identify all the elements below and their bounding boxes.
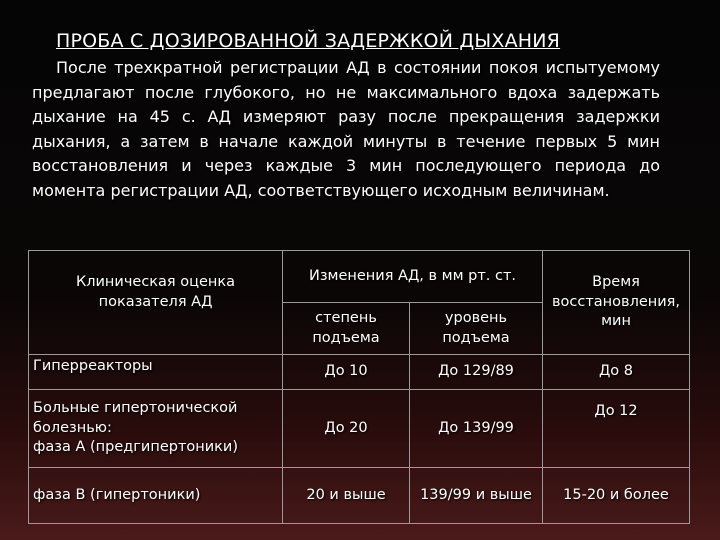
row-assessment: Гиперреакторы bbox=[29, 355, 283, 390]
row-assessment-line2: фаза А (предгипертоники) bbox=[33, 439, 239, 456]
row-degree: 20 и выше bbox=[283, 468, 410, 524]
row-level: 139/99 и выше bbox=[410, 468, 543, 524]
row-recovery: До 8 bbox=[543, 355, 690, 390]
blood-pressure-table bbox=[28, 250, 690, 524]
row-degree: До 10 bbox=[283, 355, 410, 390]
table-row bbox=[29, 468, 690, 524]
table-row bbox=[29, 390, 690, 468]
page-title: ПРОБА С ДОЗИРОВАННОЙ ЗАДЕРЖКОЙ ДЫХАНИЯ bbox=[56, 30, 561, 52]
table-header-row bbox=[29, 251, 690, 303]
row-assessment bbox=[29, 390, 283, 468]
header-assessment: Клиническая оценка показателя АД bbox=[29, 251, 283, 355]
header-degree: степень подъема bbox=[283, 303, 410, 355]
header-level: уровень подъема bbox=[410, 303, 543, 355]
header-recovery-time: Время восстановления, мин bbox=[543, 251, 690, 355]
row-recovery: До 12 bbox=[543, 390, 690, 468]
row-recovery: 15-20 и более bbox=[543, 468, 690, 524]
row-assessment: фаза В (гипертоники) bbox=[29, 468, 283, 524]
row-level: До 139/99 bbox=[410, 390, 543, 468]
row-level: До 129/89 bbox=[410, 355, 543, 390]
header-changes: Изменения АД, в мм рт. ст. bbox=[283, 251, 543, 303]
description-paragraph: После трехкратной регистрации АД в состоянии покоя испытуемому предлагают после глубокого, но не максимального вдоха задержать дыхание на 45 с. АД измеряют разу после прекращения задержки дыхания, а затем в начале каждой минуты в течение первых 5 мин восстановления и через каждые 3 мин последующего периода до момента регистрации АД, соответствующего исходным величинам. bbox=[32, 58, 660, 200]
row-assessment-line1: Больные гипертонической болезнью: bbox=[33, 400, 238, 436]
table-row bbox=[29, 355, 690, 390]
row-degree: До 20 bbox=[283, 390, 410, 468]
